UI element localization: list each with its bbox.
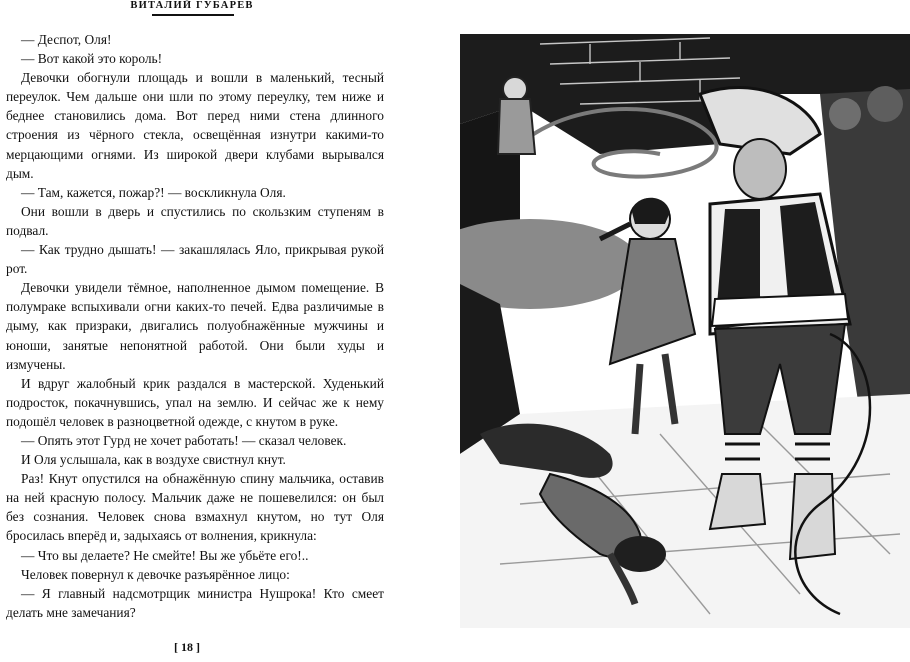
right-page (448, 0, 910, 662)
paragraph: — Как трудно дышать! — закашлялась Яло, прикрывая рукой рот. (6, 242, 384, 277)
paragraph: Девочки увидели тёмное, наполненное дымом помещение. В полумраке вспыхивали огни каких-то печей. Едва различимые в дыму, как призраки, двигались полуобнажённые мужчины и юноши, занятые непонятной работой. Они были худы и измучены. (6, 280, 384, 372)
paragraph: И вдруг жалобный крик раздался в мастерской. Худенький подросток, покачнувшись, упал на землю. И сейчас же к нему подошёл человек в разноцветной одежде, с кнутом в руке. (6, 375, 384, 429)
paragraph: Человек повернул к девочке разъярённое лицо: (21, 566, 290, 582)
paragraph: Они вошли в дверь и спустились по скользким ступеням в подвал. (6, 203, 384, 238)
paragraph: — Опять этот Гурд не хочет работать! — сказал человек. (21, 432, 347, 448)
overseer-face (734, 139, 786, 199)
girl-body-small (498, 99, 535, 154)
running-head: ВИТАЛИЙ ГУБАРЕВ (130, 0, 254, 11)
page-number: [ 18 ] (174, 640, 200, 654)
paragraph: — Деспот, Оля! (21, 32, 112, 47)
paragraph: — Там, кажется, пожар?! — воскликнула Оля. (21, 184, 286, 200)
illustration-overseer-whip (460, 34, 910, 628)
text-block (6, 30, 384, 622)
header-rule (152, 14, 234, 16)
girl-head-small (503, 77, 527, 101)
paragraph: Девочки обогнули площадь и вошли в маленький, тесный переулок. Чем дальше они шли по этому переулку, тем ниже и беднее становились дома. Вот перед ними стена длинного строения из чёрного стекла, освещённая изнутри какими-то мерцающими огнями. Из широкой двери клубами вырывался дым. (6, 70, 384, 181)
paragraph: — Что вы делаете? Не смейте! Вы же убьёте его!.. (21, 547, 309, 563)
paragraph: И Оля услышала, как в воздухе свистнул кнут. (21, 452, 286, 468)
worker-head (867, 86, 903, 122)
left-page (0, 0, 448, 662)
paragraph: — Я главный надсмотрщик министра Нушрока! Кто смеет делать мне замечания? (6, 585, 384, 620)
lying-boy-head (614, 536, 666, 572)
paragraph: Раз! Кнут опустился на обнажённую спину мальчика, оставив на ней красную полосу. Мальчик даже не пошевелился: он был без сознания. Человек снова взмахнул кнутом, но тут Оля бросилась вперёд и, задыхаясь от волнения, крикнула: (6, 471, 384, 544)
worker-head (829, 98, 861, 130)
paragraph: — Вот какой это король! (21, 51, 163, 67)
